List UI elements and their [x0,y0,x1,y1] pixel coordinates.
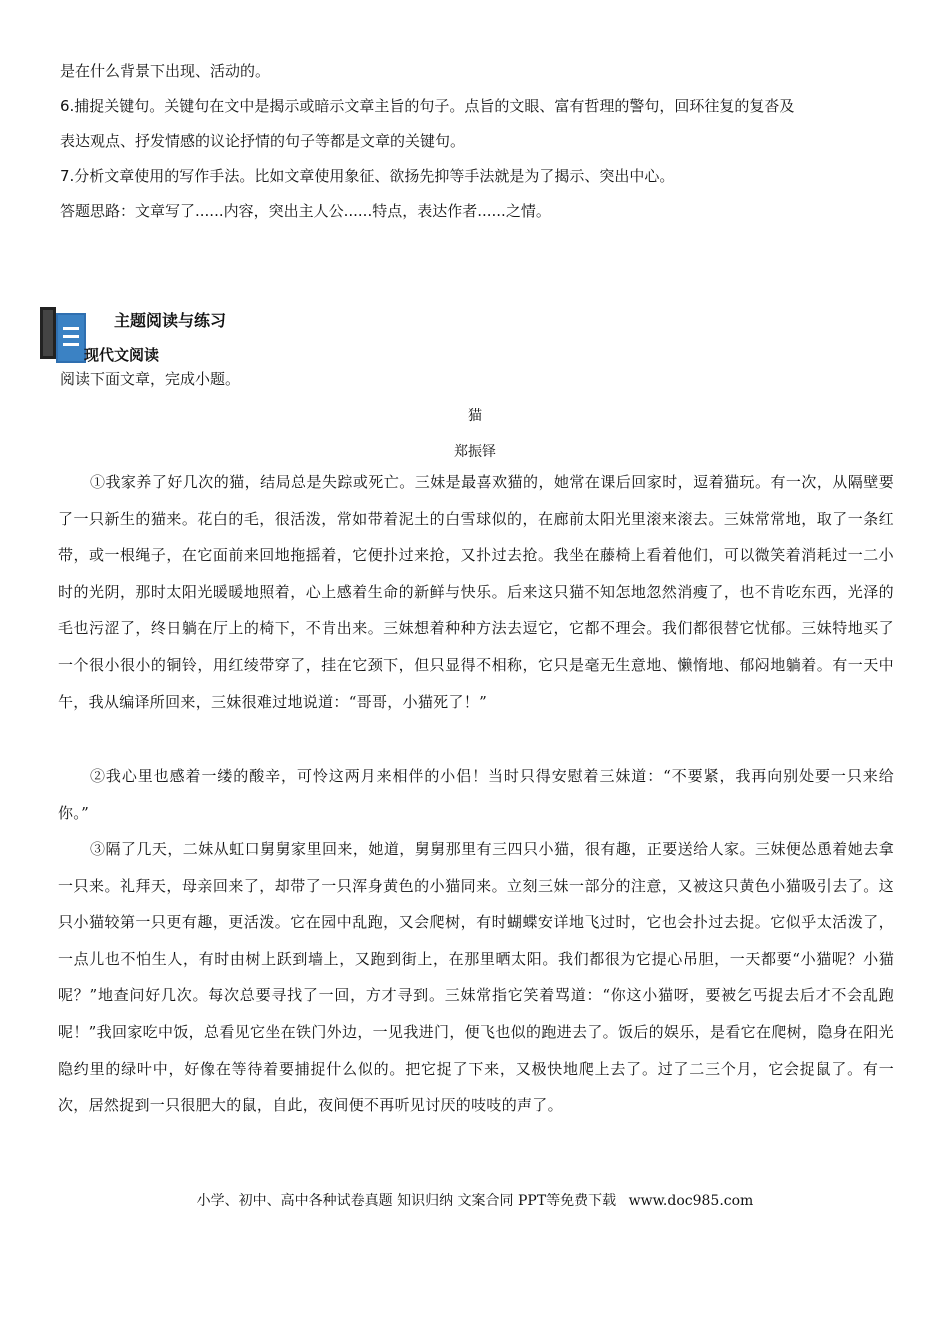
intro-line-5: 答题思路：文章写了......内容，突出主人公......特点，表达作者......之情。 [60,202,551,220]
intro-line-1: 是在什么背景下出现、活动的。 [60,62,271,80]
footer-text: 小学、初中、高中各种试卷真题 知识归纳 文案合同 PPT等免费下载 [196,1193,617,1209]
intro-line-3: 表达观点、抒发情感的议论抒情的句子等都是文章的关键句。 [60,132,466,150]
article-title: 猫 [468,408,482,424]
article-paragraph-2: ②我心里也感着一缕的酸辛，可怜这两月来相伴的小侣！当时只得安慰着三妹道：“不要紧，我再向别处要一只来给你。” [58,767,894,822]
article-paragraph-1: ①我家养了好几次的猫，结局总是失踪或死亡。三妹是最喜欢猫的，她常在课后回家时，逗着猫玩。有一次，从隔壁要了一只新生的猫来。花白的毛，很活泼，常如带着泥土的白雪球似的，在廊前太阳光里滚来滚去。三妹常常地，取了一条红带，或一根绳子，在它面前来回地拖摇着，它便扑过来抢，又扑过去抢。我坐在藤椅上看着他们，可以微笑着消耗过一二小时的光阴，那时太阳光暖暖地照着，心上感着生命的新鲜与快乐。后来这只猫不知怎地忽然消瘦了，也不肯吃东西，光泽的毛也污涩了，终日躺在厅上的椅下，不肯出来。三妹想着种种方法去逗它，它都不理会。我们都很替它忧郁。三妹特地买了一个很小很小的铜铃，用红绫带穿了，挂在它颈下，但只显得不相称，它只是毫无生意地、懒惰地、郁闷地躺着。有一天中午，我从编译所回来，三妹很难过地说道：“哥哥，小猫死了！” [58,473,894,711]
sub-title: 现代文阅读 [84,346,160,364]
intro-line-2: 6.捕捉关键句。关键句在文中是揭示或暗示文章主旨的句子。点旨的文眼、富有哲理的警句，回环往复的复沓及 [60,97,795,115]
footer-link[interactable]: www.doc985.com [628,1193,754,1209]
intro-line-4: 7.分析文章使用的写作手法。比如文章使用象征、欲扬先抑等手法就是为了揭示、突出中心。 [60,167,675,185]
instruction: 阅读下面文章，完成小题。 [60,370,241,388]
section-title: 主题阅读与练习 [114,311,227,330]
article-paragraph-3: ③隔了几天，二妹从虹口舅舅家里回来，她道，舅舅那里有三四只小猫，很有趣，正要送给人家。三妹便怂恿着她去拿一只来。礼拜天，母亲回来了，却带了一只浑身黄色的小猫同来。立刻三妹一部分的注意，又被这只黄色小猫吸引去了。这只小猫较第一只更有趣，更活泼。它在园中乱跑，又会爬树，有时蝴蝶安详地飞过时，它也会扑过去捉。它似乎太活泼了，一点儿也不怕生人，有时由树上跃到墙上，又跑到街上，在那里晒太阳。我们都很为它提心吊胆，一天都要“小猫呢？小猫呢？”地查问好几次。每次总要寻找了一回，方才寻到。三妹常指它笑着骂道：“你这小猫呀，要被乞丐捉去后才不会乱跑呢！”我回家吃中饭，总看见它坐在铁门外边，一见我进门，便飞也似的跑进去了。饭后的娱乐，是看它在爬树，隐身在阳光隐约里的绿叶中，好像在等待着要捕捉什么似的。把它捉了下来，又极快地爬上去了。过了二三个月，它会捉鼠了。有一次，居然捉到一只很肥大的鼠，自此，夜间便不再听见讨厌的吱吱的声了。 [58,840,894,1115]
page-footer [0,1190,950,1210]
article-author: 郑振铎 [454,444,496,460]
